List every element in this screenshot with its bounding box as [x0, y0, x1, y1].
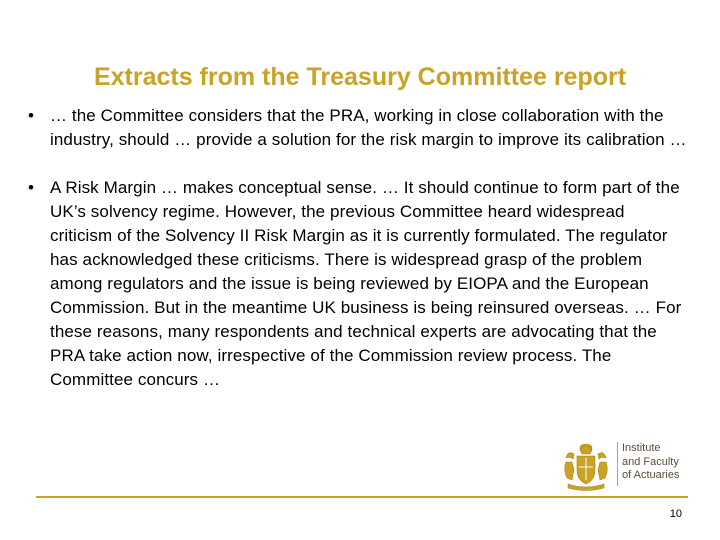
- bullet-item: [28, 176, 688, 392]
- bullet-item: [28, 104, 688, 152]
- bullet-text: A Risk Margin … makes conceptual sense. … It should continue to form part of the UK’s solvency regime. However, the previous Committee heard widespread criticism of the Solvency II Risk Margin as it is currently formulated. The regulator has acknowledged these criticisms. There is widespread grasp of the problem among regulators and the issue is being reviewed by EIOPA and the European Commission. But in the meantime UK business is being reinsured overseas. … For these reasons, many respondents and technical experts are advocating that the PRA take action now, irrespective of the Commission review process. The Committee concurs …: [50, 178, 682, 389]
- slide-title: Extracts from the Treasury Committee report: [93, 63, 627, 91]
- logo-line: Institute: [622, 442, 661, 454]
- bullet-list: [28, 104, 688, 392]
- footer-rule: [36, 496, 688, 498]
- logo-wordmark: [622, 442, 692, 483]
- logo-divider: [617, 442, 618, 486]
- bullet-text: … the Committee considers that the PRA, working in close collaboration with the industry, should … provide a solution for the risk margin to improve its calibration …: [50, 106, 687, 149]
- bullet-marker: •: [28, 106, 35, 125]
- coat-of-arms-icon: [560, 440, 612, 492]
- logo-line: of Actuaries: [622, 469, 680, 481]
- page-number: 10: [669, 508, 682, 520]
- bullet-marker: •: [28, 178, 35, 197]
- logo-line: and Faculty: [622, 455, 679, 468]
- institute-logo: [560, 440, 690, 490]
